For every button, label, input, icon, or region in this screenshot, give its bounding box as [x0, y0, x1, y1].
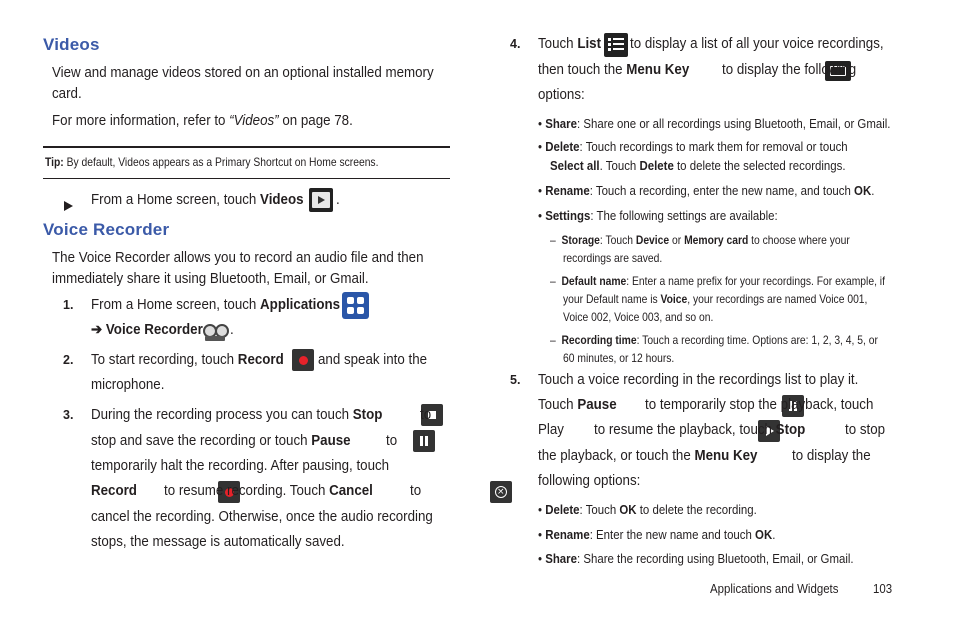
step-5-line1: Touch a voice recording in the recordings list to play it. [538, 372, 859, 388]
step-1-line1: From a Home screen, touch Applications [91, 297, 341, 313]
list-icon[interactable] [604, 33, 628, 57]
step-3-number: 3. [63, 408, 74, 422]
videos-app-icon[interactable] [309, 188, 333, 212]
step-5-line4-pre: the playback, or touch the Menu Key [538, 448, 758, 464]
tip-note: Tip: By default, Videos appears as a Primary Shortcut on Home screens. [45, 155, 379, 169]
record-icon[interactable] [292, 349, 314, 371]
sub-bullet-storage: – Storage: Touch Device or Memory card to choose where your [550, 233, 850, 247]
step-4-line1-post: to display a list of all your voice recordings, [630, 36, 884, 52]
step-3-line1-pre: During the recording process you can touch Stop [91, 407, 383, 423]
videos-step: From a Home screen, touch Videos [91, 192, 304, 208]
videos-paragraph-line2: card. [52, 86, 82, 102]
step-4-line1-pre: Touch List [538, 36, 602, 52]
step-3-line4-b: to resume recording. Touch Cancel [164, 483, 373, 499]
footer-section-title: Applications and Widgets [710, 581, 839, 596]
voice-intro-line2: immediately share it using Bluetooth, Email, or Gmail. [52, 271, 369, 287]
step-4-line3: options: [538, 87, 585, 103]
step-3-line3: temporarily halt the recording. After pausing, touch [91, 458, 390, 474]
step-3-line1-post: to [420, 407, 432, 423]
bullet-share-playback: • Share: Share the recording using Bluetooth, Email, or Gmail. [538, 551, 854, 566]
voice-intro-line1: The Voice Recorder allows you to record an audio file and then [52, 250, 424, 266]
bullet-arrow-icon [64, 197, 73, 215]
step-2-line2: microphone. [91, 377, 165, 393]
step-5-line3-pre: Play [538, 422, 564, 438]
tip-top-rule [43, 146, 450, 148]
step-5-line2-pre: Touch Pause [538, 397, 617, 413]
sub-bullet-default-name-line2: your Default name is Voice, your recordings are named Voice 001, [563, 292, 868, 306]
step-5-line2-post: to temporarily stop the playback, touch [645, 397, 874, 413]
step-4-number: 4. [510, 37, 521, 51]
step-5-number: 5. [510, 373, 521, 387]
step-5-line5: following options: [538, 473, 641, 489]
step-1-line2: ➔ Voice Recorder [91, 322, 203, 338]
step-3-line5: cancel the recording. Otherwise, once the audio recording [91, 509, 433, 525]
step-2-line1-pre: To start recording, touch Record [91, 352, 284, 368]
sub-bullet-recording-time: – Recording time: Touch a recording time. Options are: 1, 2, 3, 4, 5, or [550, 333, 878, 347]
step-4-line2-pre: then touch the Menu Key [538, 62, 690, 78]
sub-bullet-default-name-line3: Voice 002, Voice 003, and so on. [563, 310, 714, 324]
bullet-delete-playback: • Delete: Touch OK to delete the recording. [538, 502, 757, 517]
step-3-line2-post: to [386, 433, 398, 449]
step-4-line2-post: to display the following [722, 62, 857, 78]
step-3-line4-a: Record [91, 483, 137, 499]
voice-recorder-heading: Voice Recorder [43, 220, 170, 239]
step-2-line1-post: and speak into the [318, 352, 428, 368]
step-5-line3-mid: to resume the playback, touch Stop [594, 422, 806, 438]
videos-reference: For more information, refer to “Videos” on page 78. [52, 113, 353, 129]
step-5-line3-post: to stop [845, 422, 886, 438]
bullet-share: • Share: Share one or all recordings using Bluetooth, Email, or Gmail. [538, 116, 891, 131]
pause-icon[interactable] [413, 430, 435, 452]
videos-step-period: . [336, 192, 340, 208]
step-1-number: 1. [63, 298, 74, 312]
page-number: 103 [873, 581, 893, 596]
step-1-period: . [230, 322, 234, 338]
bullet-rename: • Rename: Touch a recording, enter the new name, and touch OK. [538, 183, 875, 198]
bullet-delete-line2: Select all. Touch Delete to delete the selected recordings. [550, 158, 846, 173]
step-3-line6: stops, the message is automatically saved. [91, 534, 345, 550]
step-5-line4-post: to display the [792, 448, 871, 464]
videos-heading: Videos [43, 35, 100, 54]
applications-icon[interactable] [342, 292, 369, 319]
sub-bullet-default-name: – Default name: Enter a name prefix for your recordings. For example, if [550, 274, 885, 288]
step-3-line2-pre: stop and save the recording or touch Pause [91, 433, 351, 449]
tip-bottom-rule [43, 178, 450, 179]
voice-recorder-icon[interactable] [202, 321, 228, 343]
sub-bullet-storage-line2: recordings are saved. [563, 251, 663, 265]
videos-reference-link[interactable]: “Videos” [229, 113, 279, 129]
bullet-settings: • Settings: The following settings are available: [538, 208, 778, 223]
sub-bullet-recording-time-line2: 60 minutes, or 12 hours. [563, 351, 675, 365]
bullet-rename-playback: • Rename: Enter the new name and touch OK. [538, 527, 776, 542]
bullet-delete: • Delete: Touch recordings to mark them for removal or touch [538, 139, 848, 154]
step-2-number: 2. [63, 353, 74, 367]
videos-paragraph-line1: View and manage videos stored on an optional installed memory [52, 65, 434, 81]
cancel-icon[interactable]: × [490, 481, 512, 503]
step-3-line4-post: to [410, 483, 422, 499]
